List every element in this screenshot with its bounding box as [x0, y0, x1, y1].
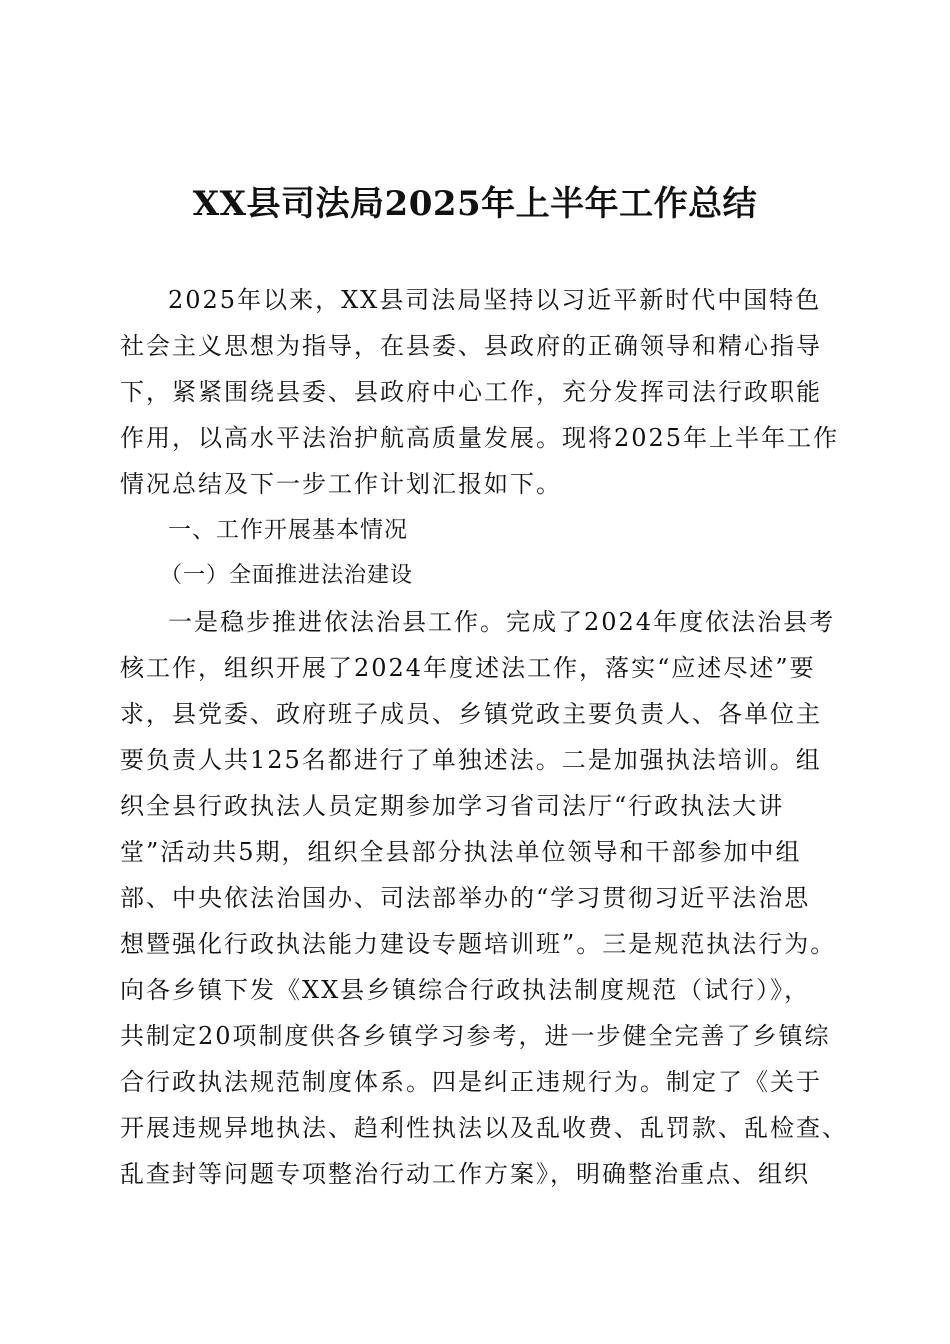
- text-line: 情况总结及下一步工作计划汇报如下。: [120, 470, 562, 498]
- text-line: 合行政执法规范制度体系。四是纠正违规行为。制定了《关于: [120, 1068, 822, 1096]
- text-line: 下，紧紧围绕县委、县政府中心工作，充分发挥司法行政职能: [120, 378, 822, 406]
- intro-paragraph: [120, 277, 848, 1197]
- text-line: 部、中央依法治国办、司法部举办的“学习贯彻习近平法治思: [120, 884, 811, 912]
- section-heading: 一、工作开展基本情况: [168, 517, 408, 543]
- text-line: 作用，以高水平法治护航高质量发展。现将2025年上半年工作: [120, 424, 840, 452]
- text-line: 共制定20项制度供各乡镇学习参考，进一步健全完善了乡镇综: [120, 1022, 831, 1050]
- text-line: 社会主义思想为指导，在县委、县政府的正确领导和精心指导: [120, 332, 822, 360]
- document-title: XX县司法局2025年上半年工作总结: [192, 184, 758, 224]
- text-line: 开展违规异地执法、趋利性执法以及乱收费、乱罚款、乱检查、: [120, 1114, 848, 1142]
- text-line: 乱查封等问题专项整治行动工作方案》，明确整治重点、组织: [120, 1160, 810, 1188]
- text-line: 要负责人共125名都进行了单独述法。二是加强执法培训。组: [120, 746, 822, 774]
- text-line: 堂”活动共5期，组织全县部分执法单位领导和干部参加中组: [120, 838, 802, 866]
- text-line: 2025年以来，XX县司法局坚持以习近平新时代中国特色: [168, 286, 822, 314]
- text-line: 求，县党委、政府班子成员、乡镇党政主要负责人、各单位主: [120, 700, 822, 728]
- text-line: 向各乡镇下发《XX县乡镇综合行政执法制度规范（试行）》，: [120, 976, 811, 1004]
- text-line: 一是稳步推进依法治县工作。完成了2024年度依法治县考: [168, 608, 836, 636]
- text-line: 核工作，组织开展了2024年度述法工作，落实“应述尽述”要: [120, 654, 816, 682]
- subsection-heading: （一）全面推进法治建设: [160, 563, 414, 588]
- text-line: 想暨强化行政执法能力建设专题培训班”。三是规范执法行为。: [120, 930, 837, 958]
- text-line: 织全县行政执法人员定期参加学习省司法厅“行政执法大讲: [120, 792, 785, 820]
